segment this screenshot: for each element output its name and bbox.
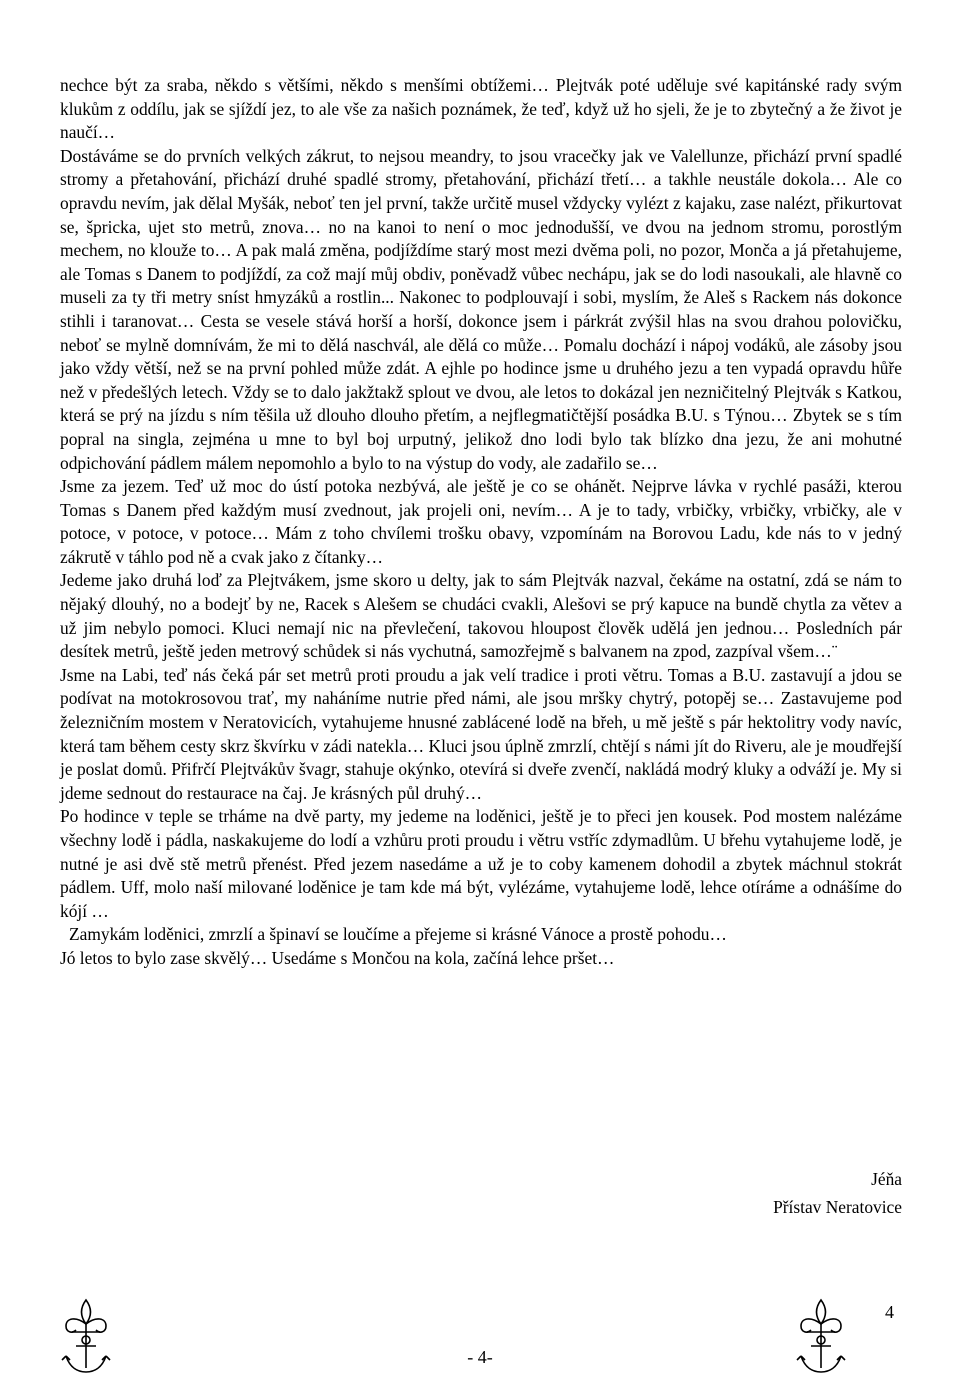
paragraph-2: Dostáváme se do prvních velkých zákrut, to nejsou meandry, to jsou vracečky jak ve Valellunze, přichází první spadlé stromy a přetahování, přichází druhé spadlé stromy, přetahování, přichází třetí… a takhle neustále dokola… Ale co opravdu nevím, jak dělal Myšák, neboť ten jel první, takže určitě musel vždycky vylézt z kajaku, zase nalézt, přikurtovat se, špricka, ujet sto metrů, znova… no na kanoi to není o moc jednodušší, ve dvou na jednom stromu, porostlým mechem, no klouže to… A pak malá změna, podjíždíme starý most mezi dvěma poli, no pozor, Monča a já přetahujeme, ale Tomas s Danem to podjíždí, za což mají můj obdiv, poněvadž vůbec nechápu, jak se do lodi nasoukali, ale hlavně co museli za ty tři metry sníst hmyzáků a rostlin... Nakonec to podplouvají i sobi, myslím, že Aleš s Rackem nás dokonce stihli i taranovat… Cesta se vesele stává horší a horší, dokonce jsem i párkrát zvýšil hlas na svou drahou polovičku, neboť se mylně domnívám, že mi to dělá naschvál, ale dělá co může… Pomalu dochází i nápoj vodáků, ale zásoby jsou jako vždy větší, než se na první pohled může zdát. A ejhle po hodince jsme u druhého jezu a ten vypadá opravdu hůře než v předešlých letech. Vždy se to dalo jakžtakž splout ve dvou, ale letos to dokázal jen nezničitelný Plejtvák s Katkou, která se prý na jízdu s ním těšila už dlouho dlouho přetím, a nejflegmatičtější posádka B.U. s Týnou… Zbytek se s tím popral na singla, zejména u mne to byl boj urputný, jelikož dno lodi bylo tak blízko dna jezu, že ani mohutné odpichování pádlem málem nepomohlo a bylo to na výstup do vody, ale zadařilo se… [60, 145, 902, 473]
page-number-right: 4 [885, 1302, 894, 1322]
paragraph-3: Jsme za jezem. Teď už moc do ústí potoka nezbývá, ale ještě je co se ohánět. Nejprve lávka v rychlé pasáži, kterou Tomas s Danem před každým musí zvednout, jak projeli oni, nevím… A je to tady, vrbičky, vrbičky, vrbičky, ale v potoce, v potoce, v potoce… Mám z toho chvílemi trošku obavy, vzpomínám na Borovou Ladu, kde nás to v jedný zákrutě v táhlo pod ně a cvak jako z čítanky… [60, 476, 902, 567]
paragraph-8: Jó letos to bylo zase skvělý… Usedáme s Mončou na kola, začíná lehce pršet… [60, 947, 615, 968]
paragraph-1: nechce být za sraba, někdo s většími, někdo s menšími obtížemi… Plejtvák poté uděluje své kapitánské rady svým klukům z oddílu, jak se sjíždí jez, to ale vše za našich poznámek, že teď, když už ho sjeli, že je to zbytečný a že život je naučí… [60, 75, 902, 143]
paragraph-7: Zamykám loděnici, zmrzlí a špinaví se loučíme a přejeme si krásné Vánoce a prostě pohodu… [69, 924, 727, 945]
paragraph-6: Po hodince v teple se trháme na dvě party, my jedeme na loděnici, ještě je to přeci jen kousek. Pod mostem nalézáme všechny lodě i pádla, naskakujeme do lodí a vzhůru proti proudu i větru vstříc zdymadlům. U břehu vytahujeme lodě, je nutné je asi dvě stě metrů přenést. Před jezem nasedáme a už je to coby kamenem dohodil a zbytek máchnul stokrát pádlem. Uff, molo naší milované loděnice je tam kde má být, vylézáme, vytahujeme lodě, lehce otíráme a odnášíme do kójí … [60, 806, 902, 921]
document-body [60, 74, 902, 971]
signature-name: Jéňa [871, 1169, 902, 1189]
paragraph-5: Jsme na Labi, teď nás čeká pár set metrů proti proudu a jak velí tradice i proti větru. Tomas a B.U. zastavují a jdou se podívat na motokrosovou trať, my naháníme nutrie před námi, ale jsou mršky chytrý, potopěj se… Zastavujeme pod železničním mostem v Neratovicích, vytahujeme hnusné zablácené lodě na břeh, u mě ještě s pár hektolitry vody navíc, která tam během cesty skrz škvírku v zádi natekla… Kluci jsou úplně zmrzlí, chtějí s námi jít do Riveru, ale je moudřejší je poslat domů. Přifrčí Plejtvákův švagr, stahuje okýnko, otevírá si dveře zvenčí, nakládá modrý kluky a odváží je. My si jdeme sednout do restaurace na čaj. Je krásných půl druhý… [60, 664, 902, 803]
signature-block [773, 1165, 902, 1221]
signature-place: Přístav Neratovice [773, 1197, 902, 1217]
paragraph-4: Jedeme jako druhá loď za Plejtvákem, jsme skoro u delty, jak to sám Plejtvák nazval, čekáme na ostatní, zdá se nám to nějaký dlouhý, no a bodejť by ne, Racek s Alešem se chudáci cvakli, Alešovi se prý kapuce na bundě chytla za větev a už jim nebylo pomoci. Kluci nemají nic na převlečení, takovou hloupost člověk udělá jen jednou… Posledních pár desítek metrů, ještě jeden metrový schůdek si nás vychutná, samozřejmě s balvanem na zpod, zazpíval všem…¨ [60, 570, 902, 662]
page-number-center: - 4- [467, 1347, 493, 1367]
